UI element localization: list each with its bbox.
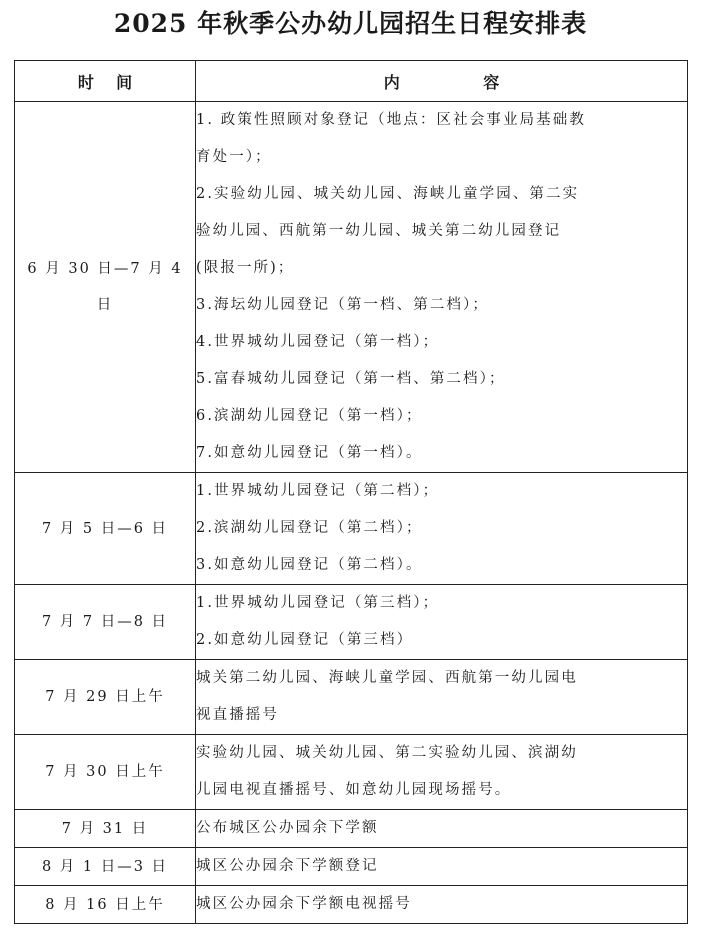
content-line: (限报一所)； [196,260,295,276]
content-line: 7.如意幼儿园登记（第一档）。 [196,445,423,461]
content-cell [196,848,688,886]
content-cell [196,473,688,585]
content-line: 公布城区公办园余下学额 [196,820,379,836]
content-line: 4.世界城幼儿园登记（第一档）； [196,334,440,350]
time-cell [15,735,196,810]
content-line: 2.如意幼儿园登记（第三档） [196,632,414,648]
content-line: 1.世界城幼儿园登记（第二档）； [196,483,440,499]
content-line: 2.实验幼儿园、城关幼儿园、海峡儿童学园、第二实 [196,186,580,202]
page-title: 2025 年秋季公办幼儿园招生日程安排表 [113,9,588,38]
content-line: 1.世界城幼儿园登记（第三档）； [196,595,440,611]
time-cell [15,660,196,735]
time-text: 7 月 7 日—8 日 [41,614,169,630]
time-text: 7 月 31 日 [61,820,149,837]
content-line: 实验幼儿园、城关幼儿园、第二实验幼儿园、滨湖幼 [196,745,578,761]
content-line: 2.滨湖幼儿园登记（第二档）； [196,520,423,536]
content-cell [196,735,688,810]
table-row [15,585,688,660]
time-cell [15,473,196,585]
table-row [15,810,688,848]
content-cell [196,660,688,735]
table-row [15,473,688,585]
content-line: 6.滨湖幼儿园登记（第一档）； [196,408,423,424]
content-cell [196,810,688,848]
schedule-table [14,60,688,924]
header-content: 内 容 [196,61,688,102]
content-line: 3.海坛幼儿园登记（第一档、第二档）； [196,297,489,313]
time-cell [15,810,196,848]
content-line: 3.如意幼儿园登记（第二档）。 [196,557,423,573]
time-text: 7 月 29 日上午 [45,689,165,705]
time-text: 日 [96,297,114,313]
time-text: 8 月 16 日上午 [45,896,165,913]
header-time: 时 间 [15,61,196,102]
time-cell [15,102,196,473]
table-row [15,735,688,810]
time-text: 8 月 1 日—3 日 [41,858,169,875]
content-line: 城区公办园余下学额电视摇号 [196,896,412,912]
table-row [15,848,688,886]
time-cell [15,886,196,924]
content-line: 1. 政策性照顾对象登记（地点：区社会事业局基础教 [196,112,586,128]
table-header-row [15,61,688,102]
time-text: 7 月 30 日上午 [45,764,165,780]
table-row [15,886,688,924]
content-line: 视直播摇号 [196,707,279,723]
content-line: 5.富春城幼儿园登记（第一档、第二档）； [196,371,506,387]
time-text: 6 月 30 日—7 月 4 [27,261,183,277]
time-text: 7 月 5 日—6 日 [41,520,169,537]
content-cell [196,585,688,660]
table-row [15,660,688,735]
content-cell [196,102,688,473]
content-line: 育处一）； [196,149,272,165]
time-cell [15,585,196,660]
time-cell [15,848,196,886]
content-line: 验幼儿园、西航第一幼儿园、城关第二幼儿园登记 [196,223,562,239]
content-line: 儿园电视直播摇号、如意幼儿园现场摇号。 [196,782,512,798]
content-cell [196,886,688,924]
table-row [15,102,688,473]
content-line: 城区公办园余下学额登记 [196,858,379,874]
content-line: 城关第二幼儿园、海峡儿童学园、西航第一幼儿园电 [196,670,578,686]
